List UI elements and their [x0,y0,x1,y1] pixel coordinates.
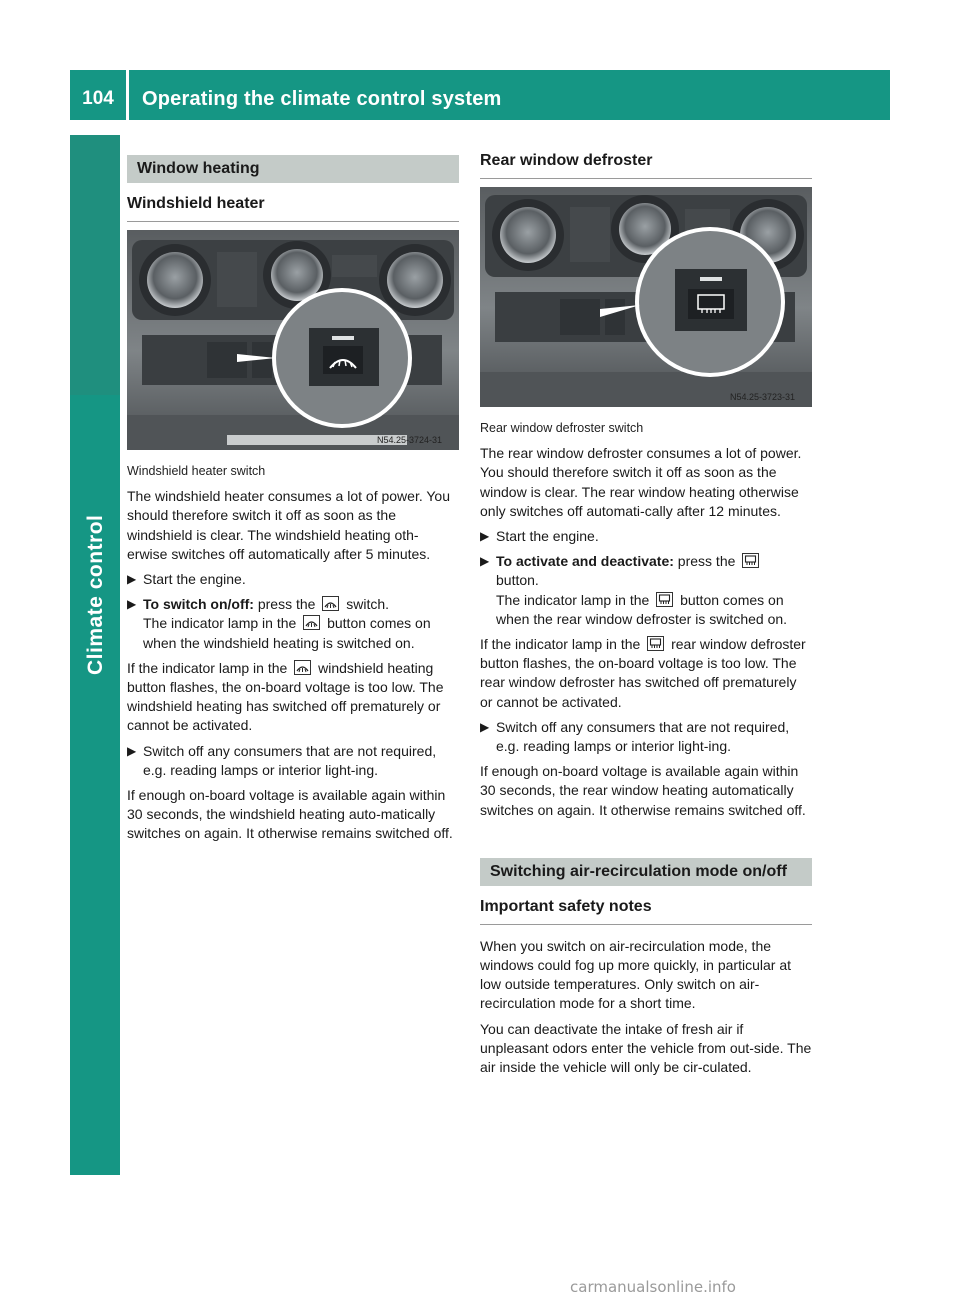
right-column [480,150,812,1077]
rear-defroster-photo [480,187,812,407]
step-text: press the [673,553,736,570]
subheading-windshield-heater: Windshield heater [127,193,459,222]
paragraph: You can deactivate the intake of fresh air if unpleasant odors enter the vehicle from out-side. The air inside the vehicle will only be cir-culated. [480,1020,812,1076]
paragraph: If enough on-board voltage is available again within 30 seconds, the rear window heating automatically switches on again. It otherwise remains switched off. [480,763,806,818]
section-heading-air-recirculation: Switching air-recirculation mode on/off [480,858,812,886]
step-text: switch. [342,596,390,613]
paragraph: When you switch on air-recirculation mode, the windows could fog up more quickly, in particular at low outside temperatures. Only switch on air-recirculation mode for a short time. [480,937,792,1012]
page-title: Operating the climate control system [142,88,502,110]
step-label: To switch on/off: [143,596,254,613]
subheading-rear-window-defroster: Rear window defroster [480,150,812,179]
step-text: Switch off any consumers that are not required, e.g. reading lamps or interior light-ing. [143,742,437,778]
header-divider [126,70,129,120]
figure-caption-right: Rear window defroster switch [480,421,644,435]
left-column [127,155,459,844]
instruction-step [127,742,459,780]
step-arrow-icon: ▶ [480,554,490,569]
windshield-heater-photo [127,230,459,450]
instruction-step [480,552,812,629]
paragraph: If the indicator lamp in the rear window defroster button flashes, the on-board voltage is too low. The rear window defroster has switched off prematurely or cannot be activated. [480,636,806,710]
step-arrow-icon: ▶ [127,743,137,758]
step-label: To activate and deactivate: [496,553,674,570]
instruction-step [480,718,812,756]
step-arrow-icon: ▶ [127,597,137,612]
figure-code-right: N54.25-3723-31 [730,392,796,402]
step-text: The indicator lamp in the [143,615,297,632]
page-number: 104 [82,88,114,109]
side-tab-label-wrap [70,395,120,765]
windshield-defrost-icon [294,660,311,675]
paragraph: If the indicator lamp in the windshield heating button flashes, the on-board voltage is too low. The windshield heating has switched off prematurely or cannot be activated. [127,659,444,734]
windshield-defrost-icon [322,596,339,611]
step-text: The indicator lamp in the [496,591,650,608]
paragraph: The windshield heater consumes a lot of power. You should therefore switch it off as soon as the windshield is clear. The windshield heating oth-erwise switches off automatically after 5 minutes. [127,488,450,562]
climate-panel-illustration [480,187,812,407]
section-heading-window-heating: Window heating [127,155,459,183]
step-text: button comes on when the rear window defroster is switched on. [496,591,788,627]
paragraph: The rear window defroster consumes a lot of power. You should therefore switch it off as soon as the window is clear. The rear window heating otherwise only switches off automati-cally after 12 minutes. [480,445,802,519]
page-header [70,70,890,120]
step-text: Start the engine. [143,571,246,588]
subheading-important-safety-notes: Important safety notes [480,896,812,925]
step-text: button comes on when the windshield heating is switched on. [143,615,431,651]
paragraph: If enough on-board voltage is available again within 30 seconds, the windshield heating auto-matically switches on again. It otherwise remains switched off. [127,787,453,842]
rear-defrost-icon [742,553,759,568]
side-tab-label: Climate control [84,514,107,675]
climate-panel-illustration [127,230,459,450]
step-text: Start the engine. [496,528,599,545]
figure-code-left: N54.25-3724-31 [377,435,443,445]
step-text: button. [496,572,539,589]
step-text: Switch off any consumers that are not required, e.g. reading lamps or interior light-ing. [496,718,790,755]
rear-defrost-icon [647,636,664,651]
figure-caption-left: Windshield heater switch [127,464,266,478]
step-arrow-icon: ▶ [480,529,490,544]
instruction-step [127,570,459,589]
instruction-step [127,595,459,653]
spacer [480,820,812,858]
rear-defrost-icon [656,592,673,607]
step-text: press the [253,596,316,613]
watermark: carmanualsonline.info [570,1278,736,1296]
step-arrow-icon: ▶ [127,572,137,587]
instruction-step [480,527,812,546]
step-arrow-icon: ▶ [480,719,490,734]
windshield-defrost-icon [303,615,320,630]
